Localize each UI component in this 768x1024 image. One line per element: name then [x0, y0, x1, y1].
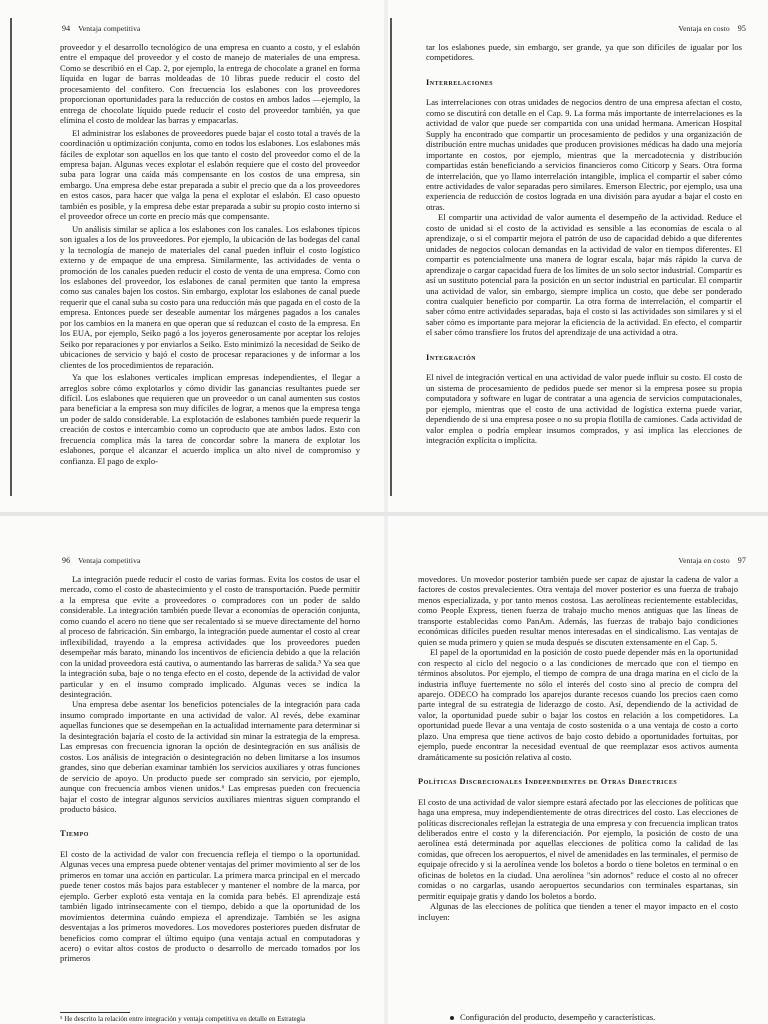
- paragraph: El costo de una actividad de valor siempre estará afectado por las elecciones de políticas que haga una empresa, muy independientemente de otras directrices del costo. Las elecciones de políticas discrecionales reflejan la estrategia de una empresa y con frecuencia implican tratos deliberados entre el costo y la diferenciación. Por ejemplo, la posición de costo de una aerolínea está determinada por aquellas elecciones de política como la calidad de las comidas, que ofrecen los aeropuertos, el nivel de amenidades en las terminales, el permiso de equipaje ofrecido y si la aerolínea vende los boletos a bordo o tiene boletos en terminal o en oficinas de boletos en la ciudad. Una aerolínea "sin adornos" reduce el costo al no ofrecer comidas o no cargarlas, usando aeropuertos secundarios con terminales espartanas, sin permitir equipaje gratis y dando los boletos a bordo.: [418, 796, 738, 901]
- binding-edge-line: [10, 18, 12, 496]
- section-heading: Políticas Discrecionales Independientes de Otras Directrices: [418, 777, 678, 787]
- footnote-rule: [60, 1012, 130, 1013]
- book-page-94: [0, 0, 384, 512]
- running-head: [678, 24, 746, 33]
- page-number: 96: [62, 556, 71, 565]
- book-page-96: [0, 516, 384, 1024]
- footnote: ⁵ He descrito la relación entre integración y ventaja competitiva en detalle en Estrategia: [60, 1015, 306, 1023]
- running-head: [678, 556, 746, 565]
- bullet-text: Configuración del producto, desempeño y características.: [460, 1012, 656, 1022]
- paragraph: El papel de la oportunidad en la posición de costo puede depender más en la oportunidad con respecto al ciclo del negocio o a las condiciones de mercado que con el tiempo en términos absolutos. Por ejemplo, el tiempo de compra de una draga marina en el ciclo de la industria influye fuertemente no sólo el interés del costo sino al precio de compra del aparejo. ODECO ha comprado los aparejos durante recesos cuando los precios caen como parte integral de su estrategia de liderazgo de costo. Así, dependiendo de la actividad de valor, la oportunidad puede subir o bajar los costos en relación a los competidores. La oportunidad puede llevar a una ventaja de costo sostenida o a una ventaja de costo a corto plazo. Una empresa que tiene activos de bajo costo debido a oportunidades fortuitas, por ejemplo, puede encontrar la necesidad eventual de que reemplazar esos activos aumenta dramáticamente su posición relativa al costo.: [418, 647, 738, 762]
- paragraph: Algunas de las elecciones de política que tienden a tener el mayor impacto en el costo incluyen:: [418, 901, 738, 922]
- body-text: [60, 42, 360, 466]
- section-heading: Tiempo: [60, 829, 89, 839]
- binding-edge-line: [390, 18, 392, 496]
- body-text: [418, 574, 738, 922]
- running-title: Ventaja competitiva: [78, 556, 141, 565]
- paragraph: El costo de la actividad de valor con frecuencia refleja el tiempo o la oportunidad. Algunas veces una empresa puede obtener ventajas del primer movimiento al ser de los primeros en tomar una acción en particular. La primera marca principal en el mercado puede tener costos más bajos para establecer y mantener el nombre de la marca, por ejemplo. Gerber explotó esta ventaja en la comida para bebés. El aprendizaje está también ligado intrínsecamente con el tiempo, debido a que la oportunidad de los movimientos determina cuándo empieza el aprendizaje. También se les asigna desventajas a los primeros movedores. Los movedores posteriores pueden disfrutar de beneficios como comprar el último equipo (una ventaja actual en computadoras y acero) o evitar altos costos de producto o desarrollo de mercado tomados por los primeros: [60, 848, 360, 964]
- page-number: 95: [737, 24, 746, 33]
- section-heading: Interrelaciones: [426, 77, 494, 87]
- paragraph: tar los eslabones puede, sin embargo, ser grande, ya que son difíciles de igualar por los competidores.: [426, 42, 742, 63]
- body-text: [426, 42, 742, 445]
- page-number: 94: [62, 24, 71, 33]
- paragraph: El administrar los eslabones de proveedores puede bajar el costo total a través de la coordinación u optimización conjunta, como en todos los eslabones. Los eslabones más fáciles de explotar son aquellos en los que tanto el costo del proveedor como el de la empresa bajan. Algunas veces explotar el eslabón requiere que el costo del proveedor suba para lograr una caída más compensante en los costos de una empresa, sin embargo. Una empresa debe estar preparada a subir el precio que da a los proveedores en estos casos, para hacer que valga la pena el explotar el eslabón. El caso opuesto también es posible, y la empresa debe estar preparada a subir su propio costo interno si el proveedor ofrece un corte en precio más que compensante.: [60, 127, 360, 222]
- body-text: [60, 574, 360, 964]
- book-page-97: [388, 516, 768, 1024]
- bullet-list-item: [450, 1012, 655, 1022]
- paragraph: movedores. Un movedor posterior también puede ser capaz de ajustar la cadena de valor a factores de costos prevalecientes. Otra ventaja del mover posterior es una fuerza de trabajo menos especializada, y por tanto menos costosa. Las aerolíneas recientemente establecidas, como People Express, tienen fuerza de trabajo mucho menos antiguas que las líneas de transporte establecidas como PanAm. Además, las fuerzas de trabajo bajo condiciones económicas difíciles pueden resultar menos interesadas en el sindicalismo. Las ventajas de quien se muda primero y quien se muda después se discuten extensamente en el Cap. 5.: [418, 574, 738, 647]
- paragraph: Una empresa debe asentar los beneficios potenciales de la integración para cada insumo comprado importante en una actividad de valor. Al revés, debe examinar aquellas funciones que se desempeñan en la actualidad internamente para determinar si la desintegración bajaría el costo de la actividad sin minar la estrategia de la empresa. Las empresas con frecuencia ignoran la opción de desintegración en sus análisis de costos. Los análisis de integración o desintegración no deben limitarse a los insumos grandes, sino que deberían examinar también los servicios auxiliares y otras funciones de servicio de apoyo. Un producto puede ser comprado sin servicio, por ejemplo, aunque con frecuencia ambos vienen unidos.⁶ Las empresas pueden con frecuencia bajar el costo de integrar algunos servicios auxiliares mientras siguen comprando el producto básico.: [60, 699, 360, 814]
- paragraph: La integración puede reducir el costo de varias formas. Evita los costos de usar el mercado, como el costo de abastecimiento y el costo de transportación. Puede permitir a la empresa que evite a proveedores o compradores con un poder de saldo considerable. La integración también puede llevar a economías de operación conjunta, como cuando el acero no tiene que ser recalentado si se mueve directamente del horno al proceso de fabricación. Sin embargo, la integración puede aumentar el costo al crear inflexibilidad, trayendo a la empresa actividades que los proveedores pueden desempeñar más barato, minando los incentivos de eficiencia debido a que la relación con la unidad proveedora está cautiva, o aumentando las barreras de salida.⁵ Ya sea que la integración suba, baje o no tenga efecto en el costo, depende de la actividad de valor particular y en el insumo comprado implicado. Algunas veces se indica la desintegración.: [60, 574, 360, 699]
- running-head: [62, 24, 140, 33]
- paragraph: El nivel de integración vertical en una actividad de valor puede influir su costo. El costo de un sistema de procesamiento de pedidos puede ser menor si la empresa posee su propia computadora y software en lugar de contratar a una agencia de servicios computacionales, por ejemplo, mientras que el costo de una actividad de logística externa puede variar, dependiendo de si una empresa posee o no su propia flotilla de camiones. Cada actividad de valor emplea o podría emplear insumos comprados, y así implica las elecciones de integración explícita o implícita.: [426, 372, 742, 445]
- paragraph: proveedor y el desarrollo tecnológico de una empresa en cuanto a costo, y el eslabón entre el empaque del proveedor y el costo de manejo de materiales de una empresa. Como se describió en el Cap. 2, por ejemplo, la entrega de chocolate a granel en forma líquida en lugar de barras moldeadas de 10 libras puede reducir el costo del procesamiento del confitero. Con frecuencia los eslabones con los proveedores proporcionan oportunidades para la reducción de costos en ambos lados —ejemplo, la entrega de chocolate líquido puede reducir el costo del proveedor también, ya que elimina el costo de moldear las barras y empacarlas.: [60, 42, 360, 126]
- page-number: 97: [737, 556, 746, 565]
- section-heading: Integración: [426, 352, 477, 362]
- running-head: [62, 556, 140, 565]
- paragraph: Las interrelaciones con otras unidades de negocios dentro de una empresa afectan el costo, como se discutirá con detalle en el Cap. 9. La forma más importante de interrelaciones es la actividad de valor que puede ser compartida con una unidad hermana. American Hospital Supply ha encontrado que compartir un procesamiento de pedidos y una organización de distribución entre muchas unidades que producen provisiones médicas ha dado una mejoría importante en costos, por ejemplo, mientras que la mercadotecnia y distribución compartidas están beneficiando a servicios financieros como Citicorp y Sears. Otra forma de interrelación, que yo llamo interrelación intangible, implica el compartir el saber cómo entre actividades de valor separadas pero similares. Emerson Electric, por ejemplo, usa una experiencia de reducción de costos lograda en una división para ayudar a bajar el costo en otras.: [426, 97, 742, 212]
- bullet-icon: [450, 1016, 454, 1020]
- paragraph: El compartir una actividad de valor aumenta el desempeño de la actividad. Reduce el costo de unidad si el costo de la actividad es sensible a las economías de escala o al aprendizaje, o si el compartir mejora el patrón de uso de capacidad debido a que diferentes unidades de negocios colocan demandas en la actividad de valor en tiempos diferentes. El compartir es potencialmente una manera de lograr escala, bajar más rápido la curva de aprendizaje o cargar capacidad fuera de los límites de un solo sector industrial. Compartir es así un sustituto potencial para la posición en un sector industrial en particular. El compartir una actividad de valor, sin embargo, siempre implica un costo, que debe ser ponderado contra cualquier beneficio por compartir. La otra forma de interrelación, el compartir el saber cómo entre actividades separadas, baja el costo si las actividades son similares y si el saber cómo es importante para mejorar la eficiencia de la actividad. En efecto, el compartir el saber cómo transfiere los frutos del aprendizaje de una actividad a otra.: [426, 212, 742, 338]
- running-title: Ventaja en costo: [678, 556, 730, 565]
- paragraph: Un análisis similar se aplica a los eslabones con los canales. Los eslabones típicos son iguales a los de los proveedores. Por ejemplo, la ubicación de las bodegas del canal y la tecnología de manejo de materiales del canal pueden influir el costo logístico externo y de empaque de una empresa. Similarmente, las actividades de venta o promoción de los canales pueden reducir el costo de venta de una empresa. Como con los eslabones del proveedor, los eslabones de canal permiten que tanto la empresa como sus canales bajen los costos. Sin embargo, explotar los eslabones de canal puede requerir que el canal suba su costo para una reducción más que pagada en el costo de la empresa. Entonces puede ser deseable aumentar los márgenes pagados a los canales por los cambios en la manera en que operan que sí reduzcan el costo de la empresa. En los EUA, por ejemplo, Seiko pagó a los joyeros generosamente por aceptar los relojes Seiko por reparaciones y por enviarlos a Seiko. Esto minimizó la necesidad de Seiko de ubicaciones de servicio y bajó el costo de procesar reparaciones y de informar a los clientes de los procedimientos de reparación.: [60, 223, 360, 370]
- book-page-95: [388, 0, 768, 512]
- running-title: Ventaja competitiva: [78, 24, 141, 33]
- paragraph: Ya que los eslabones verticales implican empresas independientes, el llegar a arreglos sobre cómo explotarlos y cómo dividir las ganancias resultantes puede ser difícil. Los eslabones que requieren que un proveedor o un canal aumenten sus costos para beneficiar a la empresa son muy difíciles de lograr, a menos que la empresa tenga un poder de saldo considerable. La explotación de eslabones también puede requerir la creación de costos e intercambio como un coproducto que ate ambos lados. Esto con frecuencia complica más la tarea de concordar sobre la manera de explotar los eslabones, porque el alcanzar el acuerdo implica un alto nivel de compromiso y confianza. El pago de explo-: [60, 372, 360, 466]
- running-title: Ventaja en costo: [678, 24, 730, 33]
